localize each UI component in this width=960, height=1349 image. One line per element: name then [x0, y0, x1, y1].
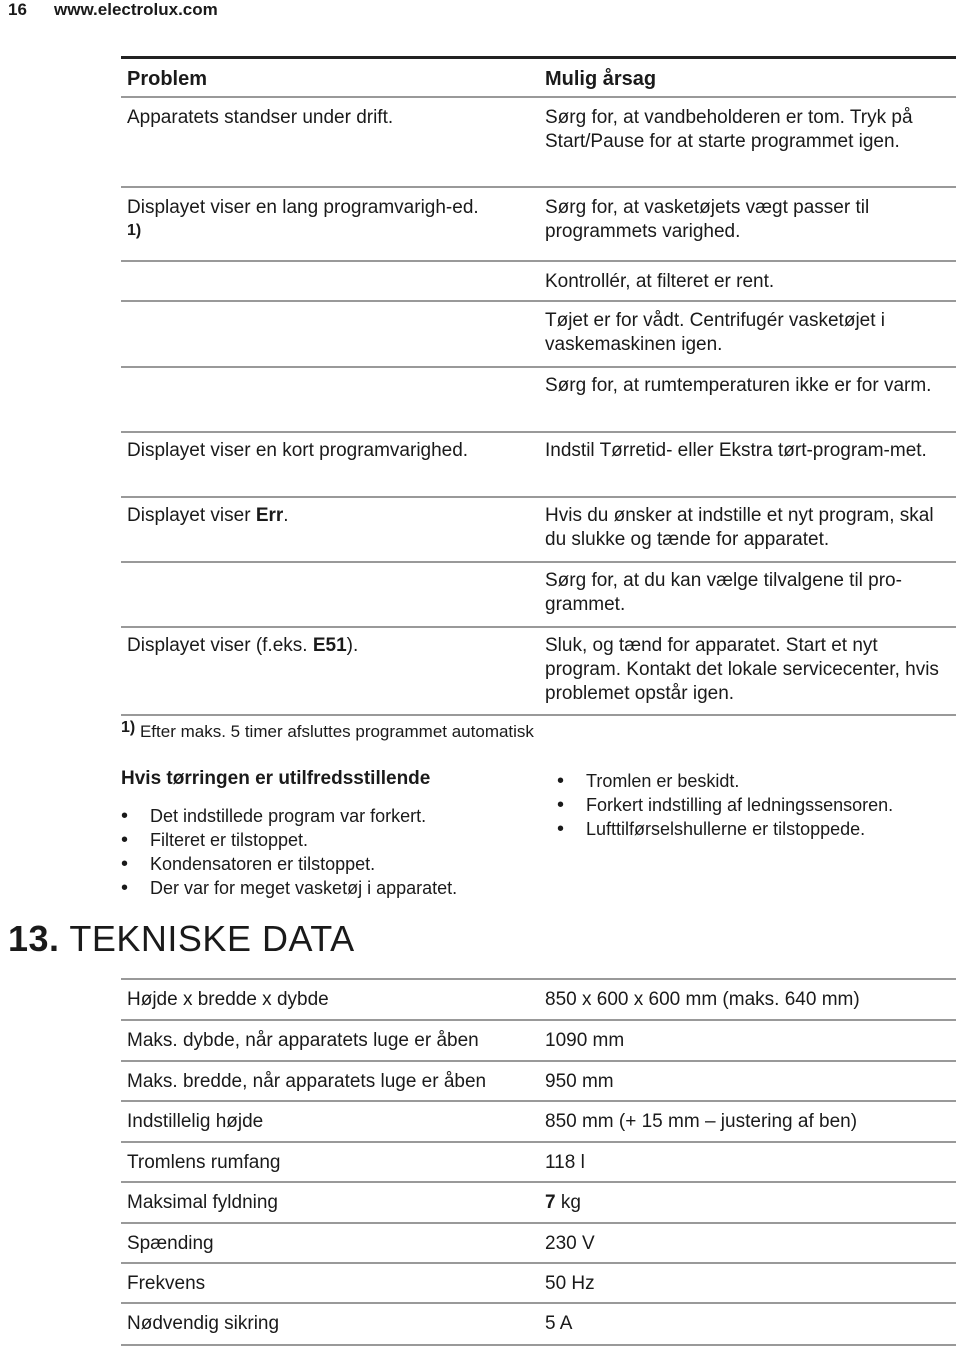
- spec-value: 5 A: [545, 1313, 573, 1334]
- table-row: [121, 1060, 956, 1102]
- list-item: • Lufttilførselshullerne er tilstoppede.: [557, 817, 893, 841]
- cause-cell: Sørg for, at vasketøjets vægt passer til programmets varighed.: [545, 197, 870, 242]
- problem-text: Displayet viser (f.eks.: [127, 635, 313, 656]
- table-row: [121, 496, 956, 562]
- table-row: [121, 1181, 956, 1223]
- cause-cell: Tøjet er for vådt. Centrifugér vasketøjet i vaskemaskinen igen.: [545, 310, 886, 355]
- problem-cell: [127, 196, 487, 245]
- cause-cell: Hvis du ønsker at indstille et nyt program, skal du slukke og tænde for apparatet.: [545, 505, 934, 550]
- problem-text: Displayet viser: [127, 505, 256, 526]
- spec-label: Maks. bredde, når apparatets luge er åben: [127, 1071, 487, 1092]
- spec-value: 50 Hz: [545, 1273, 595, 1294]
- section-title-text: TEKNISKE DATA: [69, 918, 355, 959]
- spec-label: Nødvendig sikring: [127, 1313, 280, 1334]
- table-row: [121, 366, 956, 432]
- column-header-problem: Problem: [127, 68, 208, 90]
- problem-cell: Apparatets standser under drift.: [127, 107, 394, 128]
- table-row: [121, 1222, 956, 1264]
- unsatisfactory-heading: Hvis tørringen er utilfredsstillende: [121, 768, 431, 789]
- site-url: www.electrolux.com: [54, 0, 218, 19]
- problem-cell: Displayet viser en kort programvarighed.: [127, 440, 469, 461]
- list-item: • Tromlen er beskidt.: [557, 769, 893, 793]
- list-item: • Der var for meget vasketøj i apparatet.: [121, 876, 457, 900]
- problem-text-suffix: .: [283, 505, 289, 526]
- table-row: [121, 561, 956, 627]
- table-row: [121, 300, 956, 366]
- cause-cell: Kontrollér, at filteret er rent.: [545, 271, 775, 292]
- list-item: • Det indstillede program var forkert.: [121, 804, 457, 828]
- spec-label: Maks. dybde, når apparatets luge er åben: [127, 1030, 479, 1051]
- table-row: [121, 1019, 956, 1061]
- spec-value: [545, 1191, 950, 1215]
- table-row: [121, 1141, 956, 1183]
- footnote-marker: 1): [121, 719, 136, 736]
- spec-value-unit: kg: [555, 1192, 581, 1213]
- cause-cell: Sørg for, at du kan vælge tilvalgene til pro-grammet.: [545, 570, 902, 615]
- table-row: [121, 626, 956, 716]
- list-item: • Filteret er tilstoppet.: [121, 828, 457, 852]
- spec-label: Maksimal fyldning: [127, 1192, 278, 1213]
- spec-value: 850 mm (+ 15 mm – justering af ben): [545, 1111, 858, 1132]
- section-title: [8, 918, 355, 960]
- problem-cell: [127, 504, 522, 528]
- problem-cell: [127, 634, 522, 658]
- spec-label: Spænding: [127, 1233, 214, 1254]
- cause-cell: Sørg for, at rumtemperaturen ikke er for varm.: [545, 375, 932, 396]
- cause-cell: Sluk, og tænd for apparatet. Start et nyt program. Kontakt det lokale servicecenter, hvis problemet opstår igen.: [545, 635, 939, 704]
- error-code: Err: [255, 505, 284, 526]
- spec-label: Højde x bredde x dybde: [127, 989, 329, 1010]
- table-row: [121, 260, 956, 302]
- table-row: [121, 431, 956, 497]
- footnote: [121, 719, 534, 742]
- spec-label: Frekvens: [127, 1273, 206, 1294]
- cause-cell: Indstil Tørretid- eller Ekstra tørt-program-met.: [545, 440, 927, 461]
- problem-text: Displayet viser en lang programvarigh-ed.: [127, 197, 479, 218]
- footnote-marker: 1): [127, 222, 142, 239]
- column-header-cause: Mulig årsag: [545, 68, 657, 90]
- table-row: [121, 1262, 956, 1304]
- spec-value: 950 mm: [545, 1071, 614, 1092]
- spec-value: 230 V: [545, 1233, 595, 1254]
- spec-value-number: 7: [545, 1192, 556, 1213]
- causes-list-left: [121, 804, 457, 900]
- spec-value: 118 l: [545, 1152, 585, 1173]
- section-number: 13.: [8, 918, 60, 959]
- table-row: [121, 1100, 956, 1142]
- list-item: • Forkert indstilling af ledningssensoren.: [557, 793, 893, 817]
- spec-label: Indstillelig højde: [127, 1111, 264, 1132]
- table-header-row: [121, 56, 956, 97]
- list-item: • Kondensatoren er tilstoppet.: [121, 852, 457, 876]
- spec-value: 1090 mm: [545, 1030, 625, 1051]
- table-row: [121, 186, 956, 260]
- cause-cell: Sørg for, at vandbeholderen er tom. Tryk på Start/Pause for at starte programmet igen.: [545, 107, 913, 152]
- table-row: [121, 1302, 956, 1346]
- spec-value: 850 x 600 x 600 mm (maks. 640 mm): [545, 989, 860, 1010]
- error-code: E51: [312, 635, 347, 656]
- page-number: 16: [8, 0, 27, 19]
- page-header: [0, 0, 960, 22]
- spec-label: Tromlens rumfang: [127, 1152, 281, 1173]
- causes-list-right: [557, 769, 893, 841]
- problem-text-suffix: ).: [346, 635, 359, 656]
- table-row: [121, 96, 956, 186]
- footnote-text: Efter maks. 5 timer afsluttes programmet automatisk: [139, 722, 534, 741]
- table-row: [121, 978, 956, 1020]
